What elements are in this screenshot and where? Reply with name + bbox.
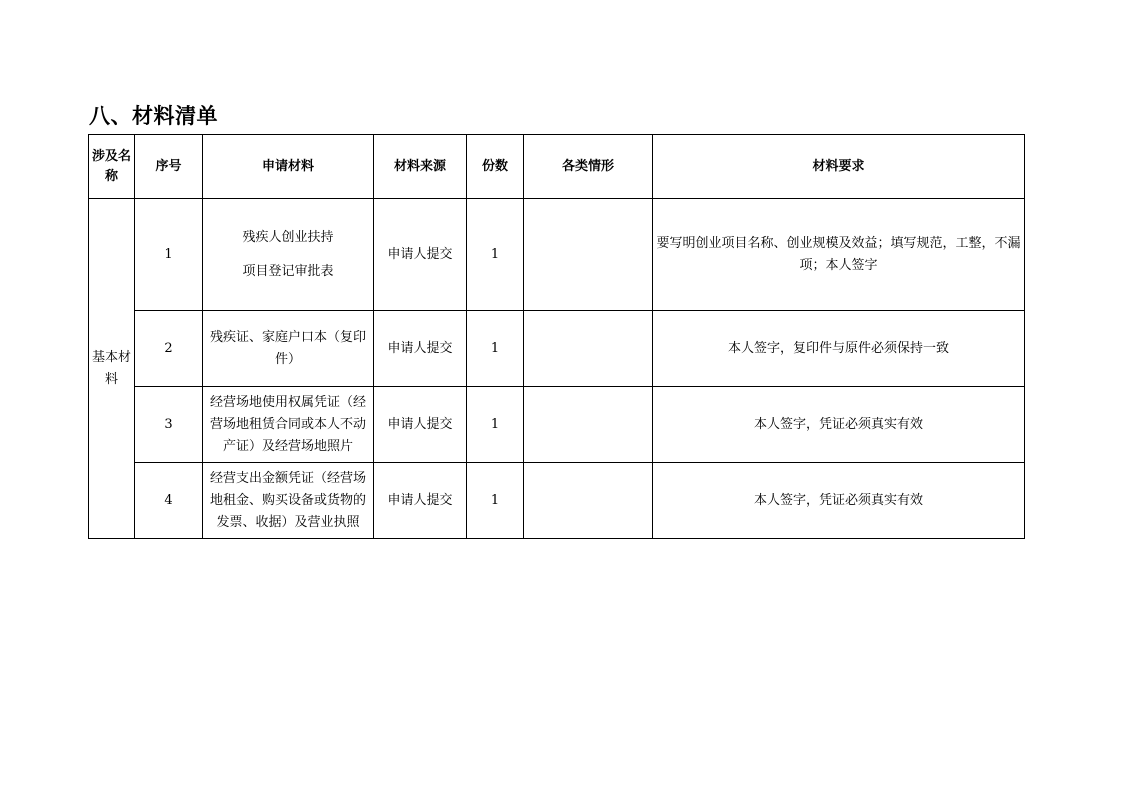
situation-cell (524, 387, 653, 463)
table-row (89, 387, 1025, 463)
header-requirement: 材料要求 (653, 135, 1025, 199)
requirement-cell: 本人签字，凭证必须真实有效 (653, 463, 1025, 539)
copies-cell: 1 (467, 463, 524, 539)
index-cell: 3 (135, 387, 203, 463)
index-cell: 2 (135, 311, 203, 387)
table-header-row (89, 135, 1025, 199)
material-line: 残疾人创业扶持 (242, 229, 334, 245)
category-cell: 基本材料 (89, 199, 135, 539)
material-cell (203, 463, 374, 539)
header-index: 序号 (135, 135, 203, 199)
header-situation: 各类情形 (524, 135, 653, 199)
copies-cell: 1 (467, 199, 524, 311)
source-cell: 申请人提交 (374, 199, 467, 311)
table-row (89, 311, 1025, 387)
copies-cell: 1 (467, 311, 524, 387)
copies-cell: 1 (467, 387, 524, 463)
requirement-cell: 要写明创业项目名称、创业规模及效益；填写规范，工整，不漏项；本人签字 (653, 199, 1025, 311)
header-category: 涉及名称 (89, 135, 135, 199)
source-cell: 申请人提交 (374, 387, 467, 463)
situation-cell (524, 199, 653, 311)
material-line: 残疾证、家庭户口本（复印件） (209, 329, 366, 367)
index-cell: 1 (135, 199, 203, 311)
situation-cell (524, 463, 653, 539)
material-line: 项目登记审批表 (242, 263, 334, 279)
material-cell (203, 311, 374, 387)
header-copies: 份数 (467, 135, 524, 199)
source-cell: 申请人提交 (374, 311, 467, 387)
section-title: 八、材料清单 (89, 104, 218, 128)
index-cell: 4 (135, 463, 203, 539)
header-source: 材料来源 (374, 135, 467, 199)
situation-cell (524, 311, 653, 387)
table-row (89, 463, 1025, 539)
requirement-cell: 本人签字，凭证必须真实有效 (653, 387, 1025, 463)
requirement-cell: 本人签字，复印件与原件必须保持一致 (653, 311, 1025, 387)
material-cell (203, 199, 374, 311)
materials-table (88, 134, 1025, 539)
material-line: 经营支出金额凭证（经营场地租金、购买设备或货物的发票、收据）及营业执照 (209, 470, 366, 530)
source-cell: 申请人提交 (374, 463, 467, 539)
material-cell (203, 387, 374, 463)
table-row (89, 199, 1025, 311)
header-material: 申请材料 (203, 135, 374, 199)
material-line: 经营场地使用权属凭证（经营场地租赁合同或本人不动产证）及经营场地照片 (209, 394, 366, 454)
